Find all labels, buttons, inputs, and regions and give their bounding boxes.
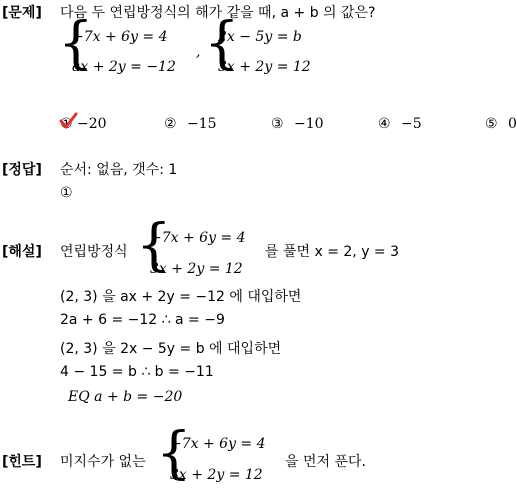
explanation-line-3: (2, 3) 을 2x − 5y = b 에 대입하면 — [60, 341, 282, 357]
problem-text: 다음 두 연립방정식의 해가 같을 때, a + b 의 값은? — [60, 5, 376, 21]
choice-3[interactable] — [271, 116, 324, 132]
hint-system-eq1: −7x + 6y = 4 — [170, 436, 266, 452]
choice-5-number: ⑤ — [485, 116, 498, 132]
explanation-system-eq1: −7x + 6y = 4 — [150, 230, 246, 246]
choice-2[interactable] — [164, 116, 217, 132]
system-2-eq1: 2x − 5y = b — [218, 29, 302, 45]
answer-line-1: 순서: 없음, 갯수: 1 — [60, 162, 178, 178]
system-1-eq1: −7x + 6y = 4 — [72, 29, 168, 45]
problem-label: [문제] — [2, 5, 42, 21]
choice-3-number: ③ — [271, 116, 284, 132]
explanation-line-2: 2a + 6 = −12 ∴ a = −9 — [60, 312, 225, 328]
explanation-line-5: EQ a + b = −20 — [68, 389, 183, 405]
explanation-line-1: (2, 3) 을 ax + 2y = −12 에 대입하면 — [60, 289, 302, 305]
hint-intro: 미지수가 없는 — [60, 454, 146, 470]
choice-3-value: −10 — [294, 116, 324, 132]
choice-2-value: −15 — [187, 116, 217, 132]
hint-label: [힌트] — [2, 454, 42, 470]
explanation-system-eq2: 3x + 2y = 12 — [150, 261, 243, 277]
hint-system-brace: { — [156, 421, 192, 486]
choice-4[interactable] — [378, 116, 422, 132]
choice-2-number: ② — [164, 116, 177, 132]
system-1-brace: { — [58, 11, 94, 76]
choice-5-value: 0 — [508, 116, 517, 132]
hint-system-eq2: 3x + 2y = 12 — [170, 467, 263, 483]
system-2-eq2: 3x + 2y = 12 — [218, 59, 311, 75]
check-mark-icon — [58, 112, 78, 130]
explanation-system-brace: { — [136, 213, 172, 278]
system-1-eq2: ax + 2y = −12 — [72, 59, 176, 75]
system-separator: , — [196, 44, 201, 60]
explanation-intro: 연립방정식 — [60, 244, 128, 260]
explanation-result: 를 풀면 x = 2, y = 3 — [265, 244, 400, 260]
choice-4-number: ④ — [378, 116, 391, 132]
explanation-label: [해설] — [2, 244, 42, 260]
explanation-line-4: 4 − 15 = b ∴ b = −11 — [60, 364, 214, 380]
choice-5[interactable] — [485, 116, 517, 132]
hint-tail: 을 먼저 푼다. — [285, 454, 366, 470]
choice-4-value: −5 — [401, 116, 422, 132]
system-2-brace: { — [204, 11, 240, 76]
answer-label: [정답] — [2, 162, 42, 178]
answer-line-2: ① — [60, 185, 73, 201]
choice-1-number: ① — [60, 116, 73, 132]
choice-1-value: −20 — [77, 116, 107, 132]
